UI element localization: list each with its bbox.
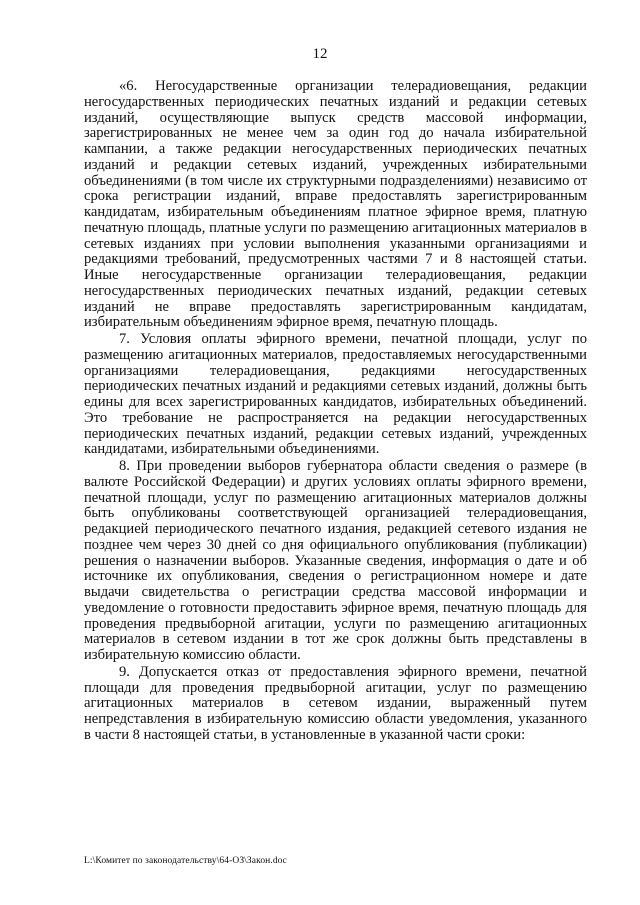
page-number: 12 [312, 46, 328, 62]
paragraph-part-9: 9. Допускается отказ от предоставления эфирного времени, печатной площади для проведения предвыборной агитации, услуг по размещению агитационных материалов в сетевом издании, выраженный путем непредставления в избирательную комиссию области уведомления, указанного в части 8 настоящей статьи, в установленные в указанной части сроки: [84, 663, 587, 743]
document-body [84, 79, 587, 745]
paragraph-part-6: «6. Негосударственные организации телерадиовещания, редакции негосударственных периодических печатных изданий и редакции сетевых изданий, осуществляющие выпуск средств массовой информации, зарегистрированных не менее чем за один год до начала избирательной кампании, а также редакции негосударственных периодических печатных изданий и редакции сетевых изданий, учрежденных избирательными объединениями (в том числе их структурными подразделениями) независимо от срока регистрации изданий, вправе предоставлять зарегистрированным кандидатам, избирательным объединениям платное эфирное время, платную печатную площадь, платные услуги по размещению агитационных материалов в сетевых изданиях при условии выполнения указанными организациями и редакциями требований, предусмотренных частями 7 и 8 настоящей статьи. Иные негосударственные организации телерадиовещания, редакции негосударственных периодических печатных изданий, редакции сетевых изданий не вправе предоставлять зарегистрированным кандидатам, избирательным объединениям эфирное время, печатную площадь. [84, 78, 587, 331]
footer-file-path: L:\Комитет по законодательству\64-ОЗ\Закон.doc [84, 856, 287, 866]
paragraph-part-7: 7. Условия оплаты эфирного времени, печатной площади, услуг по размещению агитационных материалов, предоставляемых негосударственными организациями телерадиовещания, редакциями негосударственных периодических печатных изданий и редакциями сетевых изданий, должны быть едины для всех зарегистрированных кандидатов, избирательных объединений. Это требование не распространяется на редакции негосударственных периодических печатных изданий, редакции сетевых изданий, учрежденных кандидатами, избирательными объединениями. [84, 331, 587, 458]
paragraph-part-8: 8. При проведении выборов губернатора области сведения о размере (в валюте Российской Федерации) и других условиях оплаты эфирного времени, печатной площади, услуг по размещению агитационных материалов должны быть опубликованы соответствующей организацией телерадиовещания, редакцией периодического печатного издания, редакцией сетевого издания не позднее чем через 30 дней со дня официального опубликования (публикации) решения о назначении выборов. Указанные сведения, информация о дате и об источнике их опубликования, сведения о регистрационном номере и дате выдачи свидетельства о регистрации средства массовой информации и уведомление о готовности предоставить эфирное время, печатную площадь для проведения предвыборной агитации, услуги по размещению агитационных материалов в сетевом издании в тот же срок должны быть представлены в избирательную комиссию области. [84, 458, 587, 663]
